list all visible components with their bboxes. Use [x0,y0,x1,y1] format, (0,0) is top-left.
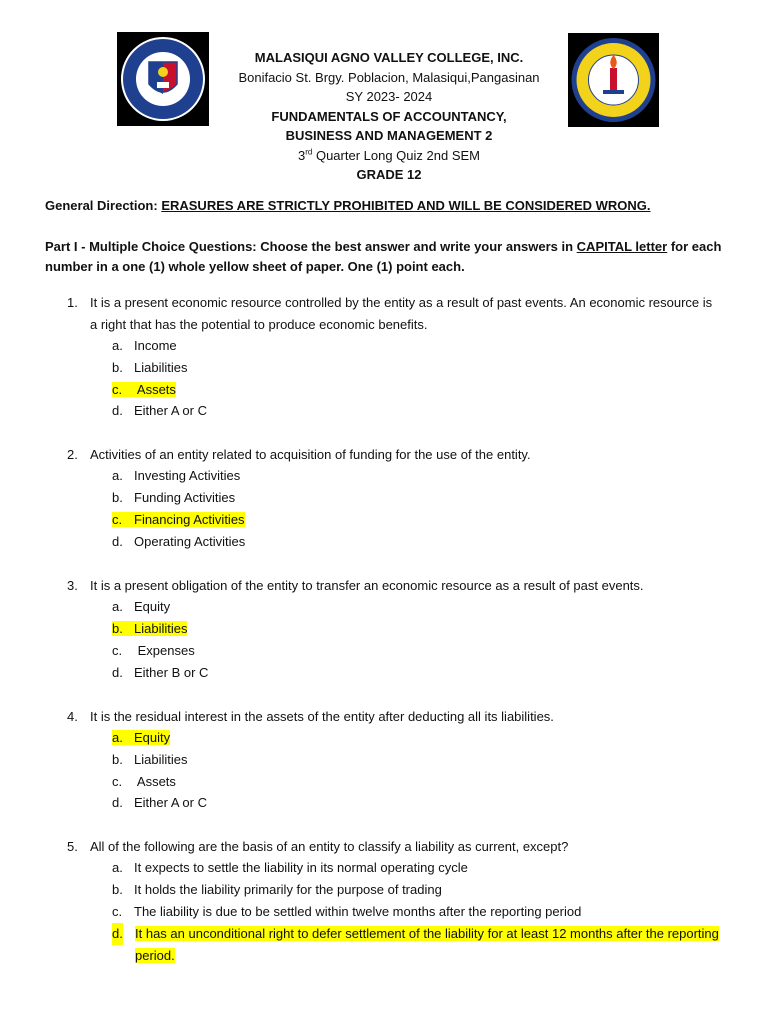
choice-d-answer: d. It has an unconditional right to defer settlement of the liability for at least 12 months after the reporting period. [112,923,720,967]
deped-seal-logo [117,32,209,126]
choice-b: b. It holds the liability primarily for the purpose of trading [112,882,442,897]
part1-instructions: Part I - Multiple Choice Questions: Choose the best answer and write your answers in CAPITAL letter for each number in a one (1) whole yellow sheet of paper. One (1) point each. [45,239,722,274]
subject-line-1: FUNDAMENTALS OF ACCOUNTANCY, [271,108,507,124]
question-text: Activities of an entity related to acquisition of funding for the use of the entity. [90,447,531,462]
school-name: MALASIQUI AGNO VALLEY COLLEGE, INC. [254,50,524,65]
choice-b-answer: b. Liabilities [112,621,188,636]
quiz-title: 3rd Quarter Long Quiz 2nd SEM [297,147,480,163]
choice-c: c. Assets [112,774,176,789]
choice-d: d. Either B or C [112,665,209,680]
choice-c-answer: c. Financing Activities [112,512,245,527]
document-header [210,48,568,185]
choice-b: b. Funding Activities [112,490,236,505]
general-direction-label: General Direction: [45,198,162,213]
choice-a: a. It expects to settle the liability in its normal operating cycle [112,860,468,875]
subject-line-2: BUSINESS AND MANAGEMENT 2 [285,128,493,143]
general-direction [45,198,651,213]
choice-c: c. Expenses [112,643,195,658]
school-year: SY 2023- 2024 [345,89,433,104]
choice-a: a. Investing Activities [112,468,241,483]
question-text: All of the following are the basis of an entity to classify a liability as current, except? [90,839,569,854]
choice-c-answer: c. Assets [112,382,176,397]
college-seal-logo [568,33,659,127]
choice-d: d. Either A or C [112,795,207,810]
school-address: Bonifacio St. Brgy. Poblacion, Malasiqui,Pangasinan [238,69,540,85]
general-direction-text: ERASURES ARE STRICTLY PROHIBITED AND WILL BE CONSIDERED WRONG. [161,198,651,213]
choice-a-answer: a. Equity [112,730,171,745]
choice-c: c. The liability is due to be settled within twelve months after the reporting period [112,904,582,919]
question-text: It is a present economic resource controlled by the entity as a result of past events. An economic resource is a right that has the potential to produce economic benefits. [90,295,713,332]
question-text: It is the residual interest in the assets of the entity after deducting all its liabilities. [90,709,554,724]
choice-d: d. Either A or C [112,403,207,418]
question-text: It is a present obligation of the entity to transfer an economic resource as a result of past events. [90,578,644,593]
choice-a: a. Equity [112,599,171,614]
choice-d: d. Operating Activities [112,534,246,549]
choice-b: b. Liabilities [112,360,188,375]
grade-level: GRADE 12 [356,167,422,182]
choice-a: a. Income [112,338,177,353]
choice-b: b. Liabilities [112,752,188,767]
